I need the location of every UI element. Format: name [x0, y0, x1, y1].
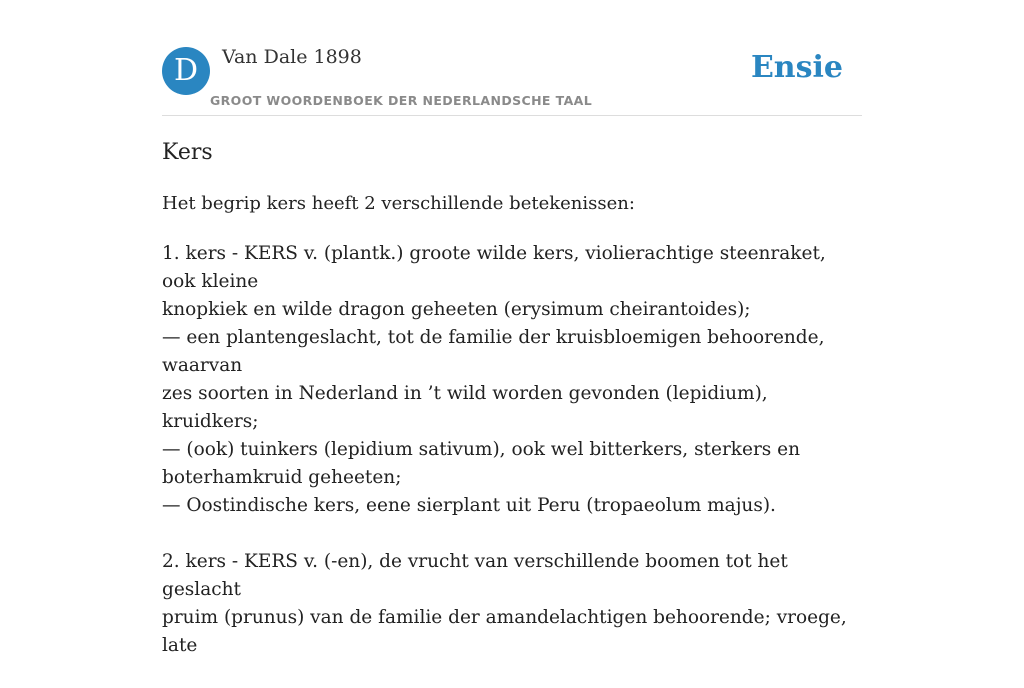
page-title: Kers — [162, 140, 213, 165]
definition-line: — Oostindische kers, eene sierplant uit Peru (tropaeolum majus). — [162, 495, 776, 516]
definition-line: — een plantengeslacht, tot de familie der kruisbloemigen behoorende, waarvan — [162, 327, 825, 376]
definition-line: — (ook) tuinkers (lepidium sativum), ook wel bitterkers, sterkers en — [162, 439, 801, 460]
definition-line: boterhamkruid geheeten; — [162, 467, 402, 488]
dictionary-subtitle: GROOT WOORDENBOEK DER NEDERLANDSCHE TAAL — [210, 93, 593, 108]
dictionary-name-link[interactable]: Van Dale 1898 — [222, 46, 362, 68]
definition-line: zes soorten in Nederland in ’t wild worden gevonden (lepidium), kruidkers; — [162, 383, 768, 432]
definition-line: knopkiek en wilde dragon geheeten (erysimum cheirantoides); — [162, 299, 751, 320]
dictionary-logo[interactable]: D — [162, 47, 210, 95]
definition-2 — [162, 548, 862, 660]
definitions-list — [162, 240, 862, 688]
definition-line: pruim (prunus) van de familie der amandelachtigen behoorende; vroege, late — [162, 607, 847, 656]
brand-logo-link[interactable]: Ensie — [750, 50, 843, 85]
intro-text: Het begrip kers heeft 2 verschillende betekenissen: — [162, 193, 635, 214]
content-container — [162, 0, 862, 656]
header — [162, 0, 862, 116]
definition-line: 2. kers - KERS v. (-en), de vrucht van verschillende boomen tot het geslacht — [162, 551, 788, 600]
definition-line: 1. kers - KERS v. (plantk.) groote wilde kers, violierachtige steenraket, ook kleine — [162, 243, 826, 292]
definition-1 — [162, 240, 862, 520]
